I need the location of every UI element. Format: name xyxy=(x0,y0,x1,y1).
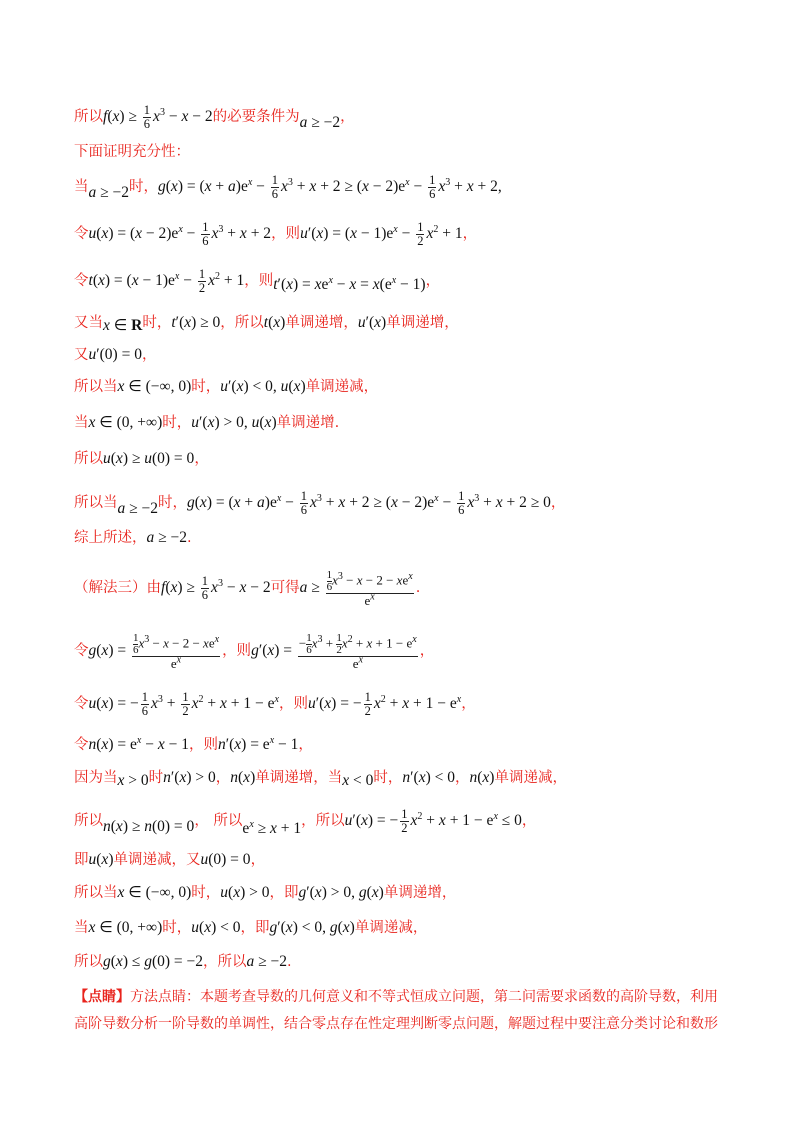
line-n-monotone: 因为当x > 0时n′(x) > 0，n(x)单调递增，当x < 0时，n′(x) < 0，n(x)单调递减， xyxy=(74,769,567,789)
line-define-n: 令$n(x) = e^x - x - 1$，则$n'(x) = e^x - 1$， xyxy=(74,734,313,753)
line-g-nonneg: 所以当a ≥ −2时，$g(x) = (x + a)e^x$ − $\frac{1}{6}$ $x^3 + x + 2 \ge (x - 2)e^x$ − $\frac{1}{6}$ $x^3 + x + 2 \ge 0$， xyxy=(74,489,566,518)
line-final: 所以g(x) ≤ g(0) = −2，所以a ≥ −2. xyxy=(74,953,292,970)
note-tag: 【点睛】 xyxy=(74,989,130,1005)
line-g-decreasing: 当x ∈ (0, +∞)时，u(x) < 0，即g′(x) < 0, g(x)单调递减， xyxy=(74,919,428,936)
line-n-min: 所以n(x) ≥ n(0) = 0， 所以$e^x \ge x + 1$，所以u′(x) = − $\frac{1}{2}$ $x^2 + x + 1 - e^x \le 0$， xyxy=(74,807,537,838)
line-necessary-condition: 所以f(x) ≥ $\frac{1}{6}$ $x^3 - x - 2$的必要条件为a ≥ −2， xyxy=(74,103,355,132)
line-g-increasing: 所以当x ∈ (−∞, 0)时，u(x) > 0，即g′(x) > 0, g(x)单调递增， xyxy=(74,884,457,901)
line-u-increasing: 当x ∈ (0, +∞)时，u′(x) > 0, u(x)单调递增. xyxy=(74,414,340,431)
line-sufficiency-heading: 下面证明充分性： xyxy=(74,144,190,160)
note-line-2: 高阶导数分析一阶导数的单调性，结合零点存在性定理判断零点问题，解题过程中要注意分类讨论和数形 xyxy=(74,1016,718,1032)
line-u-decreasing: 所以当x ∈ (−∞, 0)时，u′(x) < 0, u(x)单调递减， xyxy=(74,378,379,395)
line-conclusion: 综上所述，a ≥ −2. xyxy=(74,529,192,546)
line-define-u-2: 令u(x) = − $\frac{1}{6}$ $x^3$ + $\frac{1}{2}$ $x^2 + x + 1 - e^x$，则u′(x) = − $\frac{1}{2}$ $x^2 + x + 1 - e^x$， xyxy=(74,690,476,718)
note-line-1: 【点睛】方法点睛：本题考查导数的几何意义和不等式恒成立问题，第二问需要求函数的高阶导数，利用 xyxy=(74,989,718,1005)
line-u-decreasing-2: 即u(x)单调递减，又u(0) = 0， xyxy=(74,851,266,868)
line-define-t: 令$t(x) = (x - 1)e^x$ − $\frac{1}{2}$ $x^2 + 1$，则$t'(x) = xe^x - x = x(e^x - 1)$， xyxy=(74,267,441,295)
line-g-inequality: 当a ≥ −2时，$g(x) = (x + a)e^x$ − $\frac{1}{6}$ $x^3 + x + 2 \ge (x - 2)e^x$ − $\frac{1}{6}$ $x^3 + x + 2$, xyxy=(74,173,502,202)
line-t-monotone: 又当x ∈ R时，t′(x) ≥ 0，所以t(x)单调递增，u′(x)单调递增， xyxy=(74,314,459,334)
line-define-u: 令$u(x) = (x - 2)e^x$ − $\frac{1}{6}$ $x^3 + x + 2$，则$u'(x) = (x - 1)e^x$ − $\frac{1}{2}$ $x^2 + 1$， xyxy=(74,220,478,248)
line-u-min: 所以u(x) ≥ u(0) = 0， xyxy=(74,450,209,467)
line-u-prime-zero: 又u′(0) = 0， xyxy=(74,346,157,363)
line-define-g: 令g(x) = $\frac{1}{6}$ $x^3 - x - 2 - xe^x$ $e^x$ ，则g′(x) = − $\frac{1}{6}$ $x^3$ + $\frac{1}{2}$ $x^2 + x + 1 - e^x$ $e^x$ ， xyxy=(74,632,435,671)
line-method-three: （解法三）由f(x) ≥ $\frac{1}{6}$ $x^3 - x - 2$可得a ≥ $\frac{1}{6}$ $x^3 - x - 2 - xe^x$ $e^x$ . xyxy=(74,569,421,608)
